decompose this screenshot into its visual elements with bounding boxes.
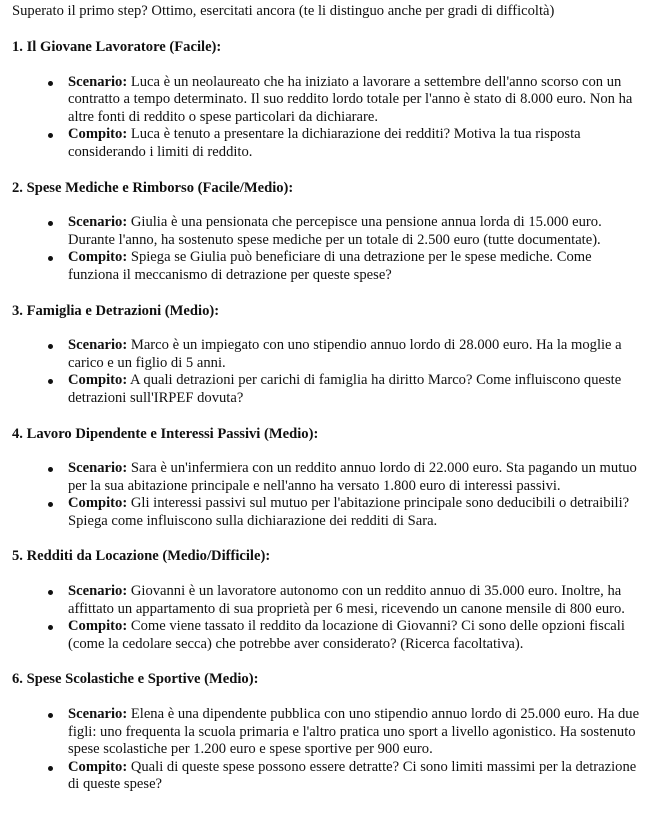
scenario-label: Scenario: [68,706,128,723]
scenario-text: Giovanni è un lavoratore autonomo con un reddito annuo di 35.000 euro. Inoltre, ha affittato un appartamento di sua proprietà per 6 mesi, ricevendo un canone mensile di 800 euro. [68,583,625,617]
task-label: Compito: [68,372,128,389]
exercise-2-list [12,214,667,284]
exercise-4-task [68,495,646,530]
exercise-1-list [12,74,667,162]
task-label: Compito: [68,758,128,775]
exercise-6-scenario [68,706,646,759]
task-label: Compito: [68,495,128,512]
scenario-label: Scenario: [68,337,128,354]
exercise-1-task [68,126,646,161]
task-label: Compito: [68,249,128,266]
exercise-4-scenario [68,460,646,495]
scenario-text: Giulia è una pensionata che percepisce una pensione annua lorda di 15.000 euro. Durante l'anno, ha sostenuto spese mediche per un totale di 2.500 euro (tutte documentate). [68,214,602,248]
exercise-2-task [68,249,646,284]
exercise-5-task [68,618,646,653]
exercise-1-scenario [68,74,646,127]
exercise-5-title: 5. Redditi da Locazione (Medio/Difficile): [12,548,271,565]
exercise-2 [12,180,667,285]
exercise-3 [12,303,667,408]
scenario-label: Scenario: [68,583,128,600]
exercise-6 [12,671,667,794]
task-text: Come viene tassato il reddito da locazione di Giovanni? Ci sono delle opzioni fiscali (come la cedolare secca) che potrebbe aver considerato? (Ricerca facoltativa). [68,618,625,652]
exercise-6-title: 6. Spese Scolastiche e Sportive (Medio): [12,671,259,688]
intro-text: Superato il primo step? Ottimo, esercitati ancora (te li distinguo anche per gradi di difficoltà) [12,3,555,19]
exercise-2-title: 2. Spese Mediche e Rimborso (Facile/Medio): [12,179,294,196]
exercise-6-list [12,706,667,794]
exercise-3-scenario [68,337,646,372]
exercise-3-title: 3. Famiglia e Detrazioni (Medio): [12,302,220,319]
scenario-label: Scenario: [68,460,128,477]
exercise-4-list [12,460,667,530]
task-label: Compito: [68,126,128,143]
scenario-label: Scenario: [68,214,128,231]
task-text: Luca è tenuto a presentare la dichiarazione dei redditi? Motiva la tua risposta considerando i limiti di reddito. [68,126,581,160]
exercise-5 [12,548,667,653]
exercise-3-list [12,337,667,407]
exercise-6-task [68,759,646,794]
exercise-4 [12,426,667,531]
exercise-5-list [12,583,667,653]
task-text: A quali detrazioni per carichi di famiglia ha diritto Marco? Come influiscono queste detrazioni sull'IRPEF dovuta? [68,372,622,406]
exercise-1-title: 1. Il Giovane Lavoratore (Facile): [12,39,222,55]
scenario-text: Elena è una dipendente pubblica con uno stipendio annuo lordo di 25.000 euro. Ha due figli: uno frequenta la scuola primaria e l'altro pratica uno sport a livello agonistico. Ha sostenuto spese scolastiche per 1.200 euro e spese sportive per 900 euro. [68,706,640,758]
task-text: Gli interessi passivi sul mutuo per l'abitazione principale sono deducibili o detraibili? Spiega come influiscono sulla dichiarazione dei redditi di Sara. [68,495,630,529]
exercise-5-scenario [68,583,646,618]
exercise-4-title: 4. Lavoro Dipendente e Interessi Passivi (Medio): [12,425,319,442]
scenario-label: Scenario: [68,73,128,90]
exercise-3-task [68,372,646,407]
task-label: Compito: [68,618,128,635]
exercise-1 [12,39,667,162]
task-text: Quali di queste spese possono essere detratte? Ci sono limiti massimi per la detrazione di queste spese? [68,758,637,793]
scenario-text: Sara è un'infermiera con un reddito annuo lordo di 22.000 euro. Sta pagando un mutuo per la sua abitazione principale e nell'anno ha versato 1.800 euro di interessi passivi. [68,460,637,494]
exercise-2-scenario [68,214,646,249]
scenario-text: Luca è un neolaureato che ha iniziato a lavorare a settembre dell'anno scorso con un contratto a tempo determinato. Il suo reddito lordo totale per l'anno è stato di 8.000 euro. Non ha altre fonti di reddito o spese particolari da dichiarare. [68,73,633,125]
task-text: Spiega se Giulia può beneficiare di una detrazione per le spese mediche. Come funziona il meccanismo di detrazione per queste spese? [68,249,592,283]
scenario-text: Marco è un impiegato con uno stipendio annuo lordo di 28.000 euro. Ha la moglie a carico e un figlio di 5 anni. [68,337,622,371]
